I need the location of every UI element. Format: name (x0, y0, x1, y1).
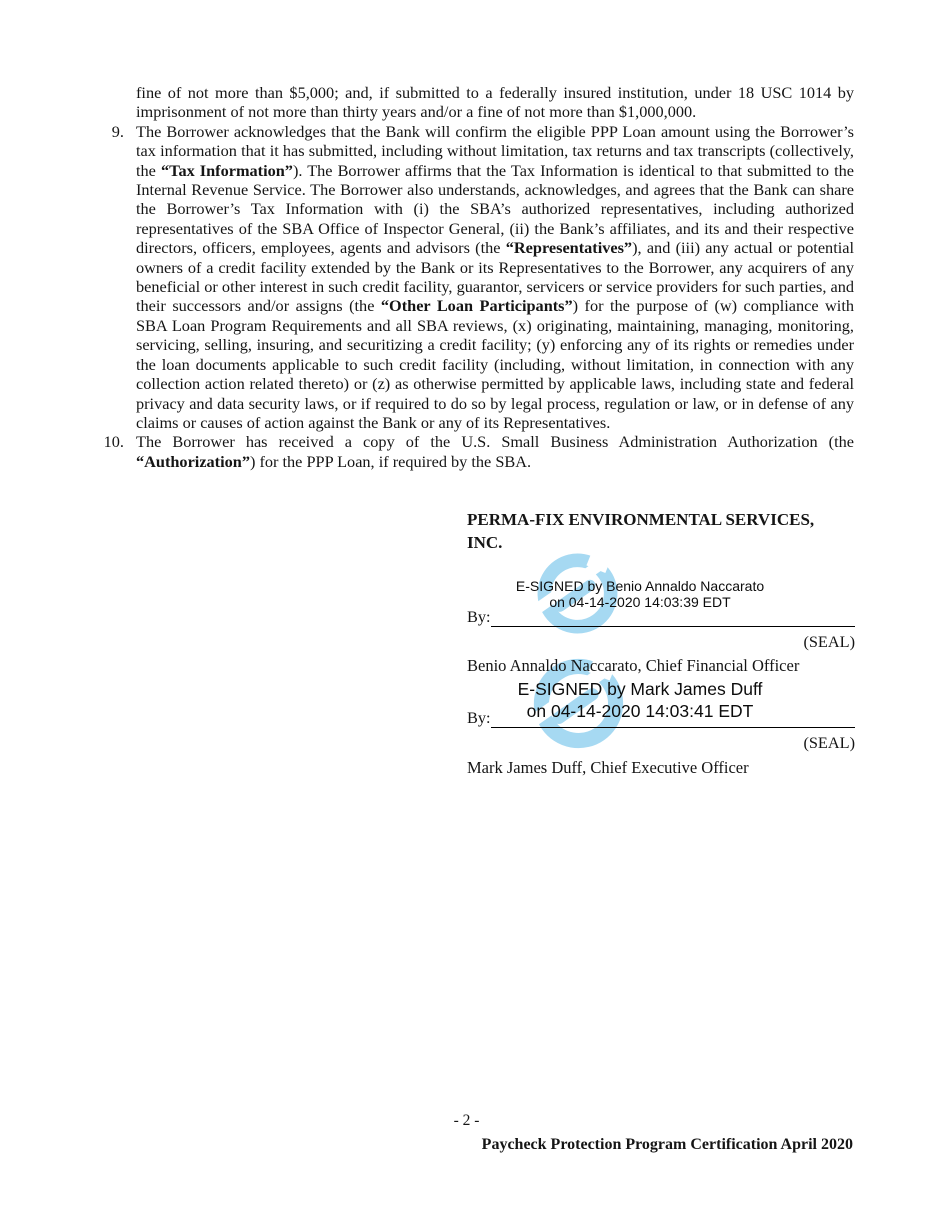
document-footer-title: Paycheck Protection Program Certification April 2020 (481, 1136, 853, 1153)
by-label: By: (467, 607, 491, 626)
signer-name-title: Benio Annaldo Naccarato, Chief Financial Officer (467, 656, 800, 675)
seal-label: (SEAL) (803, 733, 855, 752)
page-number: - 2 - (453, 1112, 480, 1129)
esign-stamp-text (460, 579, 820, 611)
signature-rule (491, 608, 855, 627)
seal-label: (SEAL) (803, 632, 855, 651)
company-name-line1: PERMA-FIX ENVIRONMENTAL SERVICES, (467, 510, 815, 529)
esign-stamp-line2: on 04-14-2020 14:03:39 EDT (549, 593, 731, 610)
list-item-number: 9. (111, 121, 124, 141)
signature-by-line (467, 609, 855, 627)
continuation-paragraph: fine of not more than $5,000; and, if submitted to a federally insured institution, under 18 USC 1014 by imprisonment of not more than thirty years and/or a fine of not more than $1,000,000. (136, 83, 854, 122)
signature-rule (491, 709, 855, 728)
esign-stamp-line2: on 04-14-2020 14:03:41 EDT (526, 700, 754, 721)
by-label: By: (467, 708, 491, 727)
esign-stamp-line1: E-SIGNED by Mark James Duff (517, 679, 763, 699)
list-item-10 (103, 432, 854, 471)
list-item-number: 10. (103, 432, 124, 452)
signer-name-title: Mark James Duff, Chief Executive Officer (467, 758, 749, 777)
list-item-text: The Borrower has received a copy of the U.S. Small Business Administration Authorization (the “Authorization”) for the PPP Loan, if required by the SBA. (136, 432, 854, 471)
signature-by-line (467, 710, 855, 728)
list-item-9 (111, 121, 854, 433)
company-name-line2: INC. (467, 532, 503, 552)
document-body (103, 83, 854, 471)
company-name (467, 509, 859, 554)
list-item-text: The Borrower acknowledges that the Bank will confirm the eligible PPP Loan amount using the Borrower’s tax information that it has submitted, including without limitation, tax returns and tax transcripts (collectively, the “Tax Information”). The Borrower affirms that the Tax Information is identical to that submitted to the Internal Revenue Service. The Borrower also understands, acknowledges, and agrees that the Bank can share the Borrower’s Tax Information with (i) the SBA’s authorized representatives, including authorized representatives of the SBA Office of Inspector General, (ii) the Bank’s affiliates, and its and their respective directors, officers, employees, agents and advisors (the “Representatives”), and (iii) any actual or potential owners of a credit facility extended by the Bank or its Representatives to the Borrower, any acquirers of any beneficial or other interest in such credit facility, guarantor, servicers or service providers for such parties, and their successors and/or assigns (the “Other Loan Participants”) for the purpose of (w) compliance with SBA Loan Program Requirements and all SBA reviews, (x) originating, maintaining, managing, monitoring, servicing, selling, insuring, and securitizing a credit facility; (y) enforcing any of its rights or remedies under the loan documents applicable to such credit facility (including, without limitation, in connection with any collection action related thereto) or (z) as otherwise permitted by applicable laws, including state and federal privacy and data security laws, or if required to do so by legal process, regulation or law, or in defense of any claims or causes of action against the Bank or any of its Representatives. (136, 121, 854, 432)
esign-stamp-line1: E-SIGNED by Benio Annaldo Naccarato (515, 578, 765, 594)
